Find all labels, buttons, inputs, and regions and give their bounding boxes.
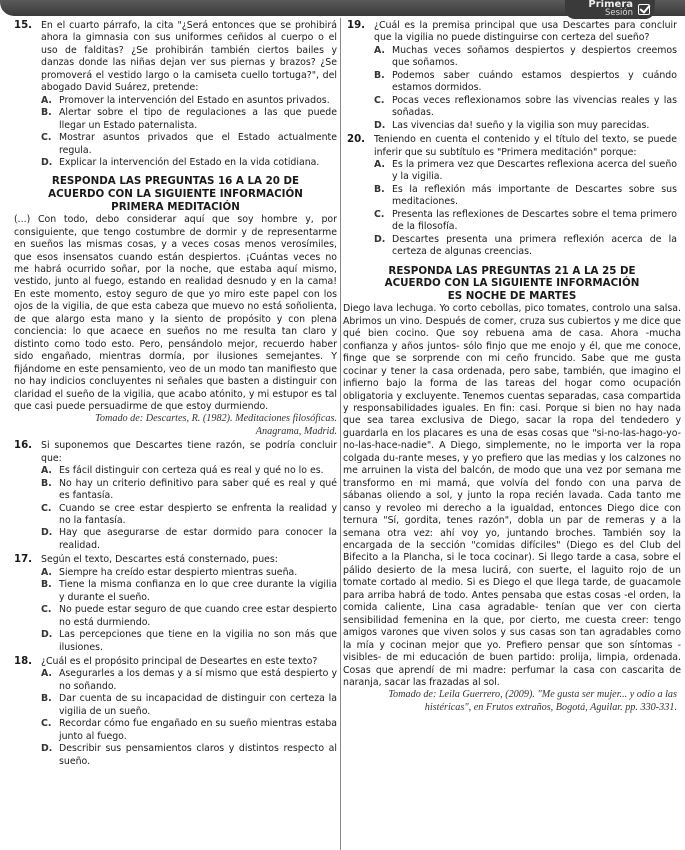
option-letter: A. <box>41 566 52 578</box>
option-letter: A. <box>41 668 52 680</box>
column-divider <box>340 18 341 850</box>
question-20 <box>347 134 677 259</box>
question-number: 18. <box>14 655 33 667</box>
answer-option <box>41 629 337 654</box>
option-letter: B. <box>41 693 52 705</box>
option-letter: D. <box>41 629 53 641</box>
answer-option <box>374 209 677 234</box>
passage-primera-meditacion: (...) Con todo, debo considerar aquí que soy hombre y, por consiguiente, que tengo costumbre de dormir y de representarme en sueños las mismas cosas, y a veces cosas menos verosímiles, que esos insensatos cuando están despiertos. ¡Cuántas veces no me habrá ocurrido soñar, por la noche, que estaba aquí mismo, vestido, junto al fuego, estando en realidad desnudo y en la cama! En este momento, estoy seguro de que yo miro este papel con los ojos de la vigilia, de que esta cabeza que muevo no está soñolienta, de que alargo esta mano y la siento de propósito y con plena conciencia: lo que acaece en sueños no me resulta tan claro y distinto como todo esto. Pero, pensándolo mejor, recuerdo haber sido engañado, mientras dormía, por ilusiones semejantes. Y fijándome en este pensamiento, veo de un modo tan manifiesto que no hay indicios concluyentes ni señales que basten a distinguir con claridad el sueño de la vigilia, que acabo atónito, y mi estupor es tal que casi puede persuadirme de que estoy durmiendo. <box>14 214 337 413</box>
option-letter: C. <box>41 718 52 730</box>
section-heading-line: PRIMERA MEDITACIÓN <box>111 200 240 213</box>
source-citation <box>14 413 337 438</box>
option-letter: D. <box>374 119 386 131</box>
option-text: Es fácil distinguir con certeza quá es real y qué no lo es. <box>59 465 324 477</box>
option-letter: A. <box>374 158 385 170</box>
answer-option <box>41 579 337 604</box>
option-text: Presenta las reflexiones de Descartes sobre el tema primero de la filosofía. <box>392 208 677 233</box>
answer-option <box>374 120 677 132</box>
option-letter: B. <box>374 69 385 81</box>
answer-option <box>41 527 337 552</box>
left-column <box>14 20 337 770</box>
section-heading-line: ACUERDO CON LA SIGUIENTE INFORMACIÓN <box>48 188 303 201</box>
answer-option <box>374 70 677 95</box>
option-text: Es la reflexión más importante de Descartes sobre sus meditaciones. <box>392 183 677 208</box>
answer-option <box>41 604 337 629</box>
option-letter: D. <box>41 527 53 539</box>
option-text: Asegurarles a los demas y a sí mismo que está despierto y no soñando. <box>59 668 337 692</box>
option-letter: D. <box>374 233 386 245</box>
option-text: Siempre ha creído estar despierto mientras sueña. <box>59 566 298 578</box>
answer-option <box>41 668 337 693</box>
question-stem: Según el texto, Descartes está consternado, pues: <box>41 554 278 566</box>
answer-option <box>374 184 677 209</box>
option-letter: B. <box>41 477 52 489</box>
section-heading-line: RESPONDA LAS PREGUNTAS 21 A LA 25 DE <box>388 264 636 277</box>
answer-option <box>41 718 337 743</box>
section-heading <box>14 175 337 213</box>
citation-line: Anagrama, Madrid. <box>255 425 337 437</box>
answer-option <box>41 107 337 132</box>
option-text: Tiene la misma confianza en lo que cree durante la vigilia y durante el sueño. <box>59 579 337 603</box>
answer-option <box>374 234 677 259</box>
question-stem: Si suponemos que Descartes tiene razón, se podría concluir que: <box>41 440 337 464</box>
session-badge <box>565 0 655 19</box>
option-text: Alertar sobre el tipo de regulaciones a las que puede llegar un Estado paternalista. <box>59 107 337 131</box>
option-letter: A. <box>374 44 385 56</box>
answer-option <box>41 465 337 477</box>
passage-es-noche-de-martes: Diego lava lechuga. Yo corto cebollas, pico tomates, controlo una salsa. Abrimos un vino. Después de comer, cruza sus cubiertos y me dice que qué bien cocino. Que soy rebuena ama de casa. Ahora -mucha confianza y años juntos- sólo finjo que me enojo y él, que me conoce, finge que se sorprende con mi ceño fruncido. Sabe que me gusta cocinar y tener la casa ordenada, pero sabe, también, que imagino el infierno bajo la forma de las tareas del hogar como ocupación obligatoria y excluyente. Tenemos cuentas separadas, casa compartida y responsabilidades iguales. En fin: casi. Porque si bien no hay nada que sea tarea exclusiva de Diego, sacar la ropa del tendedero y guardarla en los placares es una de esas cosas que "si-no-las-hago-yo-no-las-hace-nadie". A Diego, simplemente, no le importa ver la ropa colgada du-rante meses, y yo prefiero que las medias y los calzones no me arruinen la vista del balcón, de modo que una vez por semana me transformo en mi mamá, que volvía del fondo con una parva de sábanas oliendo a sol, y junto la ropa recién lavada. Cada tanto me canso y revoleo mi derecho a la igualdad, entonces Diego dice con ternura "Sí, gordita, tenes razón", dobla un par de remeras y a la semana otra vez: ahí voy yo, juntando broches. También soy la encargada de la sección "comidas difíciles" (Diego es del Club del Bifecito a la Plancha, si le toca cocinar). Si llego tarde a casa, sobre el pálido desierto de la mesa lucirá, con suerte, el laguito rojo de un tomate cortado al medio. Si es Diego el que llega tarde, de guacamole para arriba habrá de todo. Antes pensaba que estas cosas -el orden, la comida caliente, Lina casa agradable- tenían que ver con cierta sensibilidad femenina en la que, por cierto, me cuesta creer: tengo amigos varones que viven solos y sus casas son tan agradables como la mía y cocinan mejor que yo. Prefiero pensar que son síntomas -visibles- de mi educación de buen partido: prolija, limpia, ordenada. Cosas que aprendí de mi madre: perfumar la casa con cascarita de naranja, sacar las frazadas al sol. <box>343 303 681 688</box>
section-heading <box>347 265 677 303</box>
option-text: Describir sus pensamientos claros y distintos respecto al sueño. <box>59 743 337 767</box>
option-text: Las percepciones que tiene en la vigilia no son más que ilusiones. <box>59 629 337 653</box>
answer-option <box>41 132 337 157</box>
option-letter: D. <box>41 743 53 755</box>
option-text: No hay un criterio definitivo para saber qué es real y qué es fantasía. <box>59 477 337 502</box>
answer-option <box>41 157 337 169</box>
question-stem: Teniendo en cuenta el contenido y el título del texto, se puede inferir que su subtítulo es "Primera meditación" porque: <box>374 134 677 158</box>
question-stem: ¿Cuál es la premisa principal que usa Descartes para concluir que la vigilia no puede distinguirse con certeza del sueño? <box>374 20 677 44</box>
question-number: 20. <box>347 134 366 146</box>
option-letter: B. <box>41 107 52 119</box>
option-text: Hay que asegurarse de estar dormido para conocer la realidad. <box>59 527 337 551</box>
option-text: Dar cuenta de su incapacidad de distinguir con certeza la vigilia de un sueño. <box>59 693 337 717</box>
option-text: Pocas veces reflexionamos sobre las vivencias reales y las soñadas. <box>392 94 677 119</box>
answer-option <box>374 45 677 70</box>
option-text: Promover la intervención del Estado en asuntos privados. <box>59 94 330 106</box>
question-number: 16. <box>14 440 33 452</box>
answer-option <box>41 743 337 768</box>
citation-line: histéricas", en Frutos extraños, Bogotá, Aguilar. pp. 330-331. <box>424 701 677 713</box>
question-number: 15. <box>14 20 33 31</box>
session-label-line1: Primera <box>588 0 633 10</box>
option-text: Las vivencias da! sueño y la vigilia son muy parecidas. <box>392 119 650 131</box>
citation-line: Tomado de: Descartes, R. (1982). Meditaciones filosóficas. <box>95 413 337 425</box>
question-number: 19. <box>347 20 366 31</box>
option-letter: B. <box>374 183 385 195</box>
option-letter: B. <box>41 579 52 591</box>
option-letter: C. <box>374 208 385 220</box>
option-letter: C. <box>374 94 385 106</box>
option-text: Podemos saber cuándo estamos despiertos y cuándo estamos dormidos. <box>392 69 677 94</box>
option-letter: C. <box>41 604 52 616</box>
right-column <box>343 20 681 716</box>
option-letter: A. <box>41 465 52 477</box>
question-stem: ¿Cuál es el propósito principal de Deseartes en este texto? <box>41 655 318 667</box>
option-text: No puede estar seguro de que cuando cree estar despierto no está durmiendo. <box>59 604 337 628</box>
session-label-line2: Sesión <box>604 8 633 18</box>
source-citation <box>347 689 677 714</box>
answer-option <box>41 95 337 107</box>
question-stem: En el cuarto párrafo, la cita "¿Será entonces que se prohibirá ahora la gimnasia con sus uniformes ceñidos al cuerpo o el uso de falditas? ¿Se prohibirán también ciertos bailes y danzas donde las niñas dejan ver sus piernas y brazos? ¿Se promoverá el vestido largo o la camiseta cuello tortuga?", del abogado David Suárez, pretende: <box>41 20 337 94</box>
answer-option <box>41 693 337 718</box>
checkbox-icon <box>638 4 650 15</box>
question-15 <box>14 20 337 169</box>
option-text: Muchas veces soñamos despiertos y despiertos creemos que soñamos. <box>392 44 677 69</box>
option-letter: A. <box>41 94 52 106</box>
question-19 <box>347 20 677 132</box>
question-18 <box>14 656 337 768</box>
answer-option <box>41 478 337 503</box>
answer-option <box>374 95 677 120</box>
question-17 <box>14 554 337 654</box>
citation-line: Tomado de: Leila Guerrero, (2009). "Me gusta ser mujer... y odio a las <box>388 689 677 701</box>
section-heading-line: ACUERDO CON LA SIGUIENTE INFORMACIÓN <box>384 277 640 290</box>
option-letter: D. <box>41 156 53 168</box>
question-number: 17. <box>14 554 33 566</box>
option-text: Descartes presenta una primera reflexión acerca de la certeza de algunas creencias. <box>392 233 677 258</box>
answer-option <box>41 567 337 579</box>
option-letter: C. <box>41 132 52 144</box>
section-heading-line: RESPONDA LAS PREGUNTAS 16 A LA 20 DE <box>51 175 300 188</box>
answer-option <box>41 503 337 528</box>
option-text: Cuando se cree estar despierto se enfrenta la realidad y no la fantasía. <box>59 502 337 526</box>
answer-option <box>374 159 677 184</box>
option-letter: C. <box>41 502 52 514</box>
question-16 <box>14 440 337 552</box>
option-text: Recordar cómo fue engañado en su sueño mientras estaba junto al fuego. <box>59 718 337 742</box>
option-text: Mostrar asuntos privados que el Estado actualmente regula. <box>59 132 337 156</box>
option-text: Explicar la intervención del Estado en la vida cotidiana. <box>59 156 320 168</box>
option-text: Es la primera vez que Descartes reflexiona acerca del sueño y la vigilia. <box>392 158 677 183</box>
section-heading-line: ES NOCHE DE MARTES <box>447 289 577 302</box>
